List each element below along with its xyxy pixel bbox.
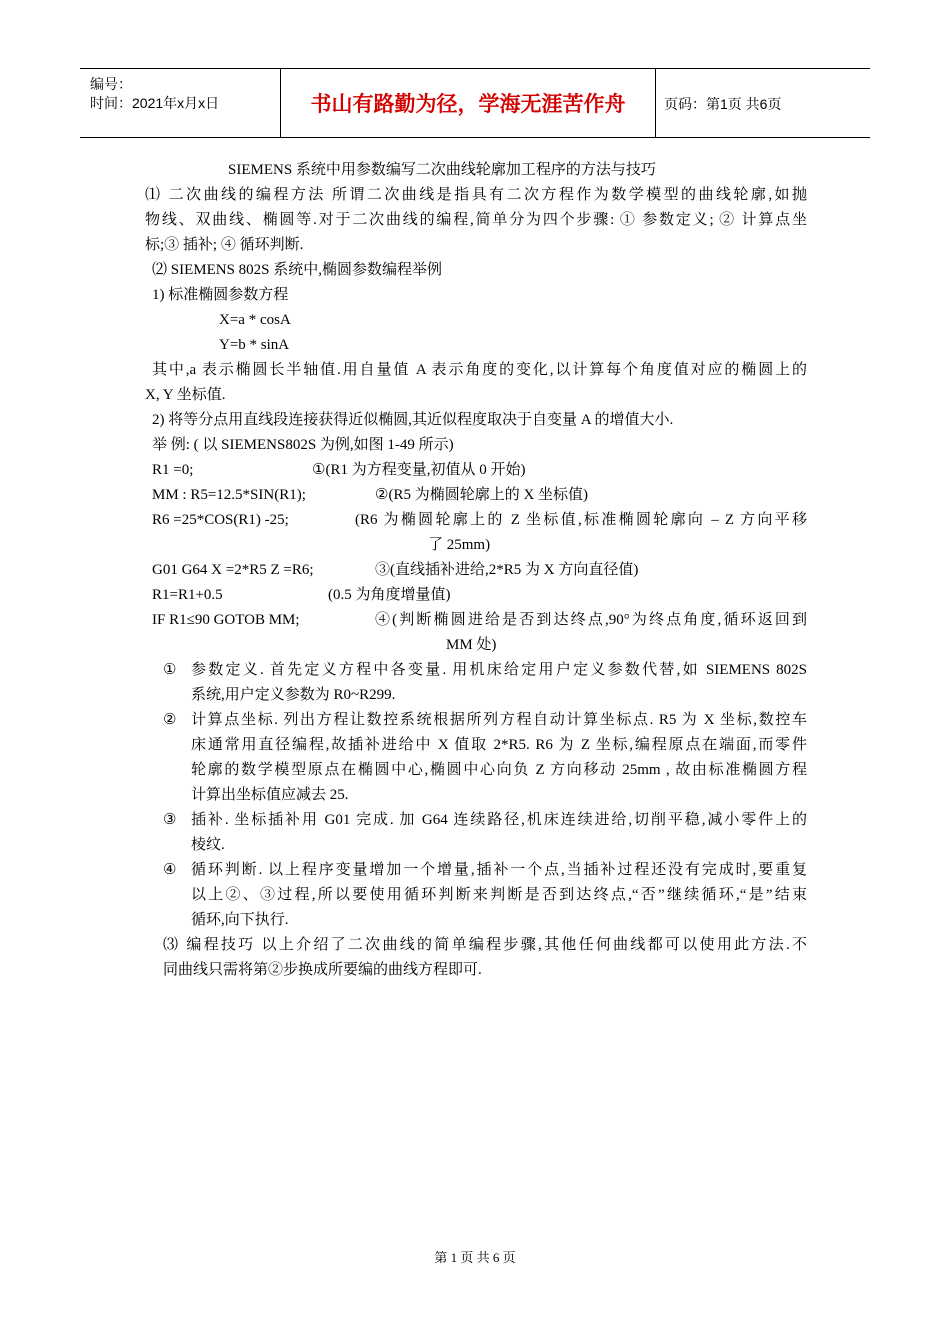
section-2-text-line-1: 其中,a 表示椭圆长半轴值.用自量值 A 表示角度的变化,以计算每个角度值对应的椭圆上的	[152, 362, 807, 378]
section-3-line-1: ⑶ 编程技巧 以上介绍了二次曲线的简单编程步骤,其他任何曲线都可以使用此方法.不	[163, 937, 807, 953]
section-1-line-2: 物线、双曲线、椭圆等.对于二次曲线的编程,简单分为四个步骤: ① 参数定义; ② 计算点坐	[145, 212, 807, 228]
section-3-line-2: 同曲线只需将第②步换成所要编的曲线方程即可.	[163, 962, 482, 978]
code-cmd: G01 G64 X =2*R5 Z =R6;	[152, 562, 314, 578]
doc-title: SIEMENS 系统中用参数编写二次曲线轮廓加工程序的方法与技巧	[228, 162, 656, 178]
page-header	[80, 68, 870, 138]
code-note: ②(R5 为椭圆轮廓上的 X 坐标值)	[375, 487, 589, 503]
step-line: 计算出坐标值应减去 25.	[191, 787, 349, 803]
code-cmd: R1=R1+0.5	[152, 587, 223, 603]
step-line: 循环判断. 以上程序变量增加一个增量,插补一个点,当插补过程还没有完成时,要重复	[191, 862, 807, 878]
code-note-cont: MM 处)	[446, 637, 497, 653]
equation-x: X=a * cosA	[219, 312, 291, 328]
step-number: ③	[163, 812, 177, 828]
step-line: 轮廓的数学模型原点在椭圆中心,椭圆中心向负 Z 方向移动 25mm , 故由标准椭圆方程	[191, 762, 807, 778]
code-cmd: MM : R5=12.5*SIN(R1);	[152, 487, 306, 503]
page-footer: 第 1 页 共 6 页	[434, 1250, 516, 1265]
code-note: (R6 为椭圆轮廓上的 Z 坐标值,标准椭圆轮廓向 – Z 方向平移	[355, 512, 807, 528]
step-line: 插补. 坐标插补用 G01 完成. 加 G64 连续路径,机床连续进给,切削平稳,减小零件上的	[191, 812, 807, 828]
code-cmd: R6 =25*COS(R1) -25;	[152, 512, 289, 528]
section-1-line-3: 标;③ 插补; ④ 循环判断.	[145, 237, 304, 253]
step-line: 系统,用户定义参数为 R0~R299.	[191, 687, 396, 703]
header-page-info: 页码：第1页 共6页	[664, 96, 782, 112]
step-number: ①	[163, 662, 177, 678]
code-cmd: IF R1≤90 GOTOB MM;	[152, 612, 300, 628]
code-note: (0.5 为角度增量值)	[328, 587, 451, 603]
step-number: ②	[163, 712, 177, 728]
step-line: 循环,向下执行.	[191, 912, 289, 928]
example-heading: 举 例: ( 以 SIEMENS802S 为例,如图 1-49 所示)	[152, 437, 454, 453]
code-cmd: R1 =0;	[152, 462, 194, 478]
code-label: 编号：	[90, 76, 132, 92]
section-2-item-1: 1) 标准椭圆参数方程	[152, 287, 289, 303]
step-line: 棱纹.	[191, 837, 225, 853]
step-line: 计算点坐标. 列出方程让数控系统根据所列方程自动计算坐标点. R5 为 X 坐标,数控车	[191, 712, 807, 728]
section-2-text-line-2: X, Y 坐标值.	[145, 387, 226, 403]
section-2-item-2: 2) 将等分点用直线段连接获得近似椭圆,其近似程度取决于自变量 A 的增值大小.	[152, 412, 674, 428]
section-2-title: ⑵ SIEMENS 802S 系统中,椭圆参数编程举例	[152, 262, 443, 278]
step-number: ④	[163, 862, 177, 878]
equation-y: Y=b * sinA	[219, 337, 290, 353]
code-note: ③(直线插补进给,2*R5 为 X 方向直径值)	[375, 562, 639, 578]
code-note: ①(R1 为方程变量,初值从 0 开始)	[312, 462, 526, 478]
step-line: 以上②、③过程,所以要使用循环判断来判断是否到达终点,“否”继续循环,“是”结束	[191, 887, 807, 903]
header-motto: 书山有路勤为径，学海无涯苦作舟	[281, 69, 656, 137]
time-label: 时间：2021年x月x日	[90, 95, 220, 111]
section-1-line-1: ⑴ 二次曲线的编程方法 所谓二次曲线是指具有二次方程作为数学模型的曲线轮廓,如抛	[145, 187, 807, 203]
header-meta-cell	[80, 69, 281, 137]
step-line: 床通常用直径编程,故插补进给中 X 值取 2*R5. R6 为 Z 坐标,编程原点在端面,而零件	[191, 737, 807, 753]
code-note: ④(判断椭圆进给是否到达终点,90°为终点角度,循环返回到	[375, 612, 807, 628]
code-note-cont: 了 25mm)	[428, 537, 491, 553]
step-line: 参数定义. 首先定义方程中各变量. 用机床给定用户定义参数代替,如 SIEMENS 802S	[191, 662, 807, 678]
